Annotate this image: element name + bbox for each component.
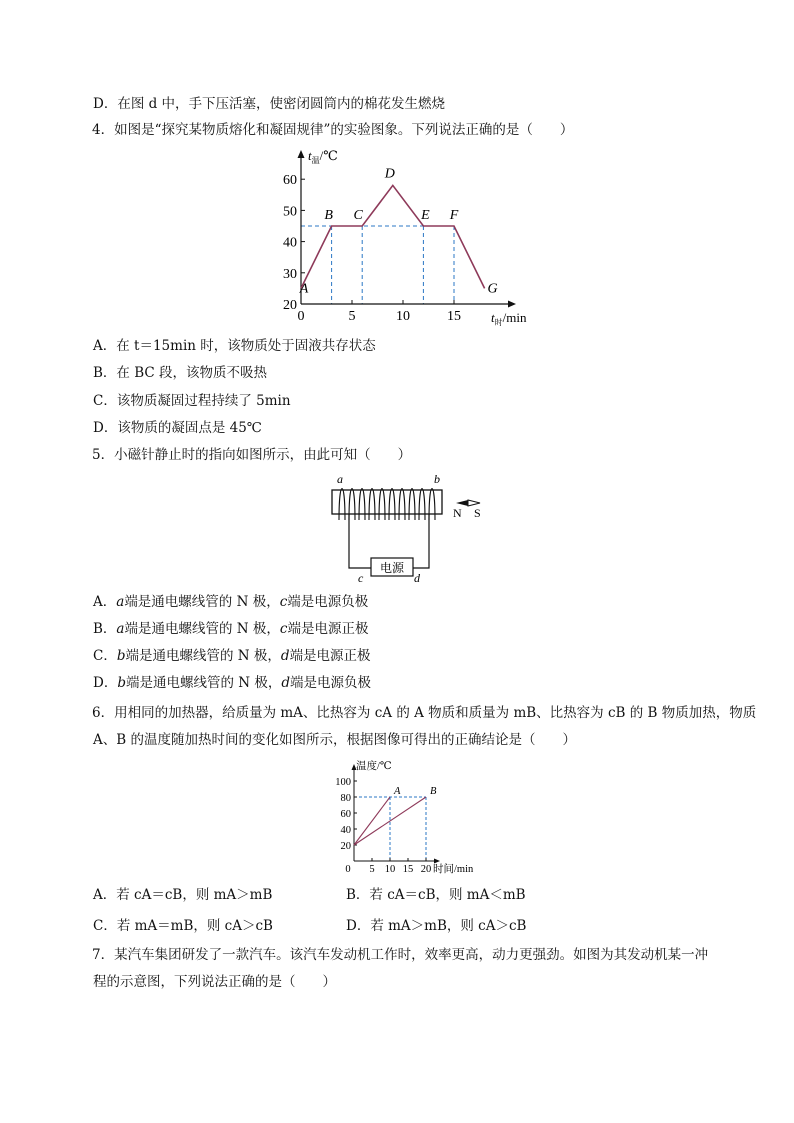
x-tick-label: 0 <box>297 309 305 324</box>
series-line-a <box>354 797 390 845</box>
y-tick-label: 80 <box>340 793 351 804</box>
q6-option-a: A．若 cA＝cB，则 mA＞mB <box>93 887 273 903</box>
q6-chart <box>330 757 490 875</box>
point-label-f: F <box>449 208 459 223</box>
solenoid-coil <box>339 489 435 521</box>
q5-option-b: B．a端是通电螺线管的 N 极，c端是电源正极 <box>93 621 369 637</box>
needle-s-label: S <box>474 506 481 520</box>
point-label-b: B <box>324 208 333 223</box>
series-label-a: A <box>394 786 401 797</box>
label-c: c <box>358 571 364 585</box>
q5-option-a: A．a端是通电螺线管的 N 极，c端是电源负极 <box>93 594 369 610</box>
label-d: d <box>414 571 420 585</box>
q4-chart <box>270 145 560 330</box>
q6-y-axis-label: 温度/℃ <box>356 761 392 772</box>
q6-stem-line2: A、B 的温度随加热时间的变化如图所示，根据图像可得出的正确结论是（ ） <box>93 732 576 748</box>
q6-x-axis-label: 时间/min <box>433 864 474 875</box>
q7-stem-line1: 7．某汽车集团研发了一款汽车。该汽车发动机工作时，效率更高，动力更强劲。如图为其发动机某一冲 <box>92 947 709 963</box>
q6-option-b: B．若 cA＝cB，则 mA＜mB <box>346 887 526 903</box>
solenoid-core <box>332 490 442 514</box>
label-b: b <box>434 472 440 486</box>
q6-option-c: C．若 mA＝mB，则 cA＞cB <box>93 918 273 934</box>
point-label-e: E <box>421 208 430 223</box>
x-tick-label: 5 <box>369 864 375 875</box>
q5-option-c: C．b端是通电螺线管的 N 极，d端是电源正极 <box>93 648 371 664</box>
q4-option-c: C．该物质凝固过程持续了 5min <box>93 393 291 409</box>
point-label-a: A <box>299 281 309 297</box>
x-tick-label: 10 <box>396 309 410 324</box>
label-a: a <box>337 472 343 486</box>
point-label-c: C <box>353 208 363 223</box>
q6-option-d: D．若 mA＞mB，则 cA＞cB <box>346 918 527 934</box>
needle-n-label: N <box>453 506 462 520</box>
y-tick-label: 60 <box>340 809 351 820</box>
q5-option-d: D．b端是通电螺线管的 N 极，d端是电源负极 <box>93 675 372 691</box>
y-tick-label: 40 <box>340 825 351 836</box>
q4-option-d: D．该物质的凝固点是 45℃ <box>93 420 262 436</box>
x-tick-label: 15 <box>402 864 414 875</box>
q5-stem: 5．小磁针静止时的指向如图所示，由此可知（ ） <box>92 447 412 463</box>
q4-x-axis-label: $t_时/\min$ <box>491 310 527 327</box>
q3-option-d: D．在图 d 中，手下压活塞，使密闭圆筒内的棉花发生燃烧 <box>93 96 446 112</box>
x-axis-arrow-icon <box>434 859 440 864</box>
circuit-wire <box>413 514 429 568</box>
x-tick-label: 10 <box>384 864 396 875</box>
q4-option-a: A．在 t＝15min 时，该物质处于固液共存状态 <box>93 338 376 354</box>
y-tick-label: 30 <box>283 266 297 282</box>
x-tick-label: 20 <box>420 864 432 875</box>
point-label-d: D <box>384 166 395 182</box>
x-tick-label: 5 <box>348 309 356 324</box>
q4-stem: 4．如图是“探究某物质熔化和凝固规律”的实验图象。下列说法正确的是（ ） <box>92 122 574 138</box>
y-tick-label: 100 <box>335 777 351 788</box>
x-tick-label: 0 <box>345 864 351 875</box>
q5-solenoid-diagram <box>325 470 505 588</box>
y-tick-label: 20 <box>283 298 297 313</box>
q4-y-axis-label: $t_温/℃$ <box>308 148 338 165</box>
power-source-label: 电源 <box>379 561 405 575</box>
q4-option-b: B．在 BC 段，该物质不吸热 <box>93 365 268 381</box>
point-label-g: G <box>487 281 498 297</box>
x-tick-label: 15 <box>447 309 461 324</box>
y-tick-label: 20 <box>340 841 351 852</box>
x-axis-arrow-icon <box>508 301 516 308</box>
y-tick-label: 40 <box>283 235 297 251</box>
q6-stem-line1: 6．用相同的加热器，给质量为 mA、比热容为 cA 的 A 物质和质量为 mB、比热容为 cB 的 B 物质加热，物质 <box>92 705 757 721</box>
q7-stem-line2: 程的示意图，下列说法正确的是（ ） <box>93 974 336 990</box>
y-tick-label: 50 <box>283 204 297 220</box>
temperature-curve <box>301 185 485 288</box>
series-label-b: B <box>430 786 437 797</box>
y-tick-label: 60 <box>283 173 297 189</box>
circuit-wire <box>349 514 371 568</box>
y-axis-arrow-icon <box>298 150 305 158</box>
